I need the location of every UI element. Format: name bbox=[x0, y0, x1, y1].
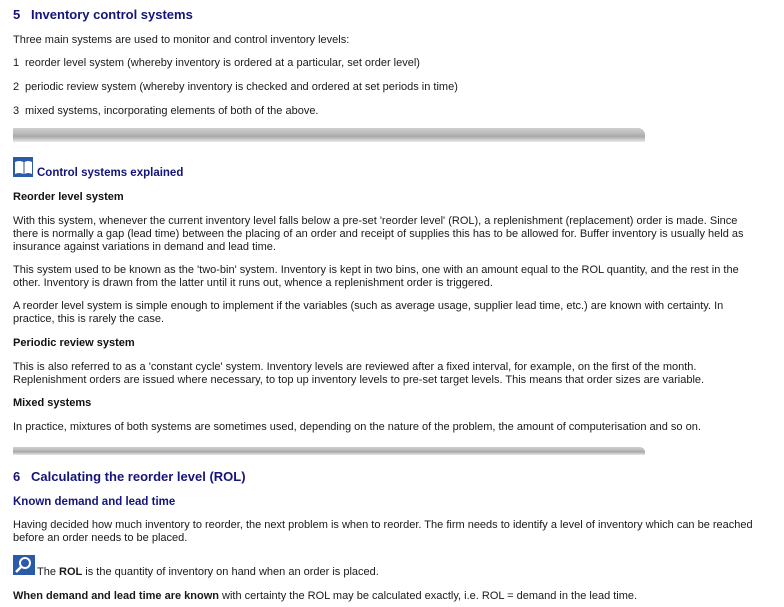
explained-title: Control systems explained bbox=[37, 167, 184, 179]
reorder-paragraph-3: A reorder level system is simple enough to implement if the variables (such as average usage, supplier lead time, etc.) are known with certainty. In practice, this is rarely the case. bbox=[13, 300, 724, 325]
section-6-heading bbox=[13, 469, 246, 485]
rol-term: ROL bbox=[59, 566, 83, 578]
reorder-heading: Reorder level system bbox=[13, 191, 124, 203]
open-book-icon bbox=[13, 157, 33, 181]
rol-formula-sentence: When demand and lead time are known with certainty the ROL may be calculated exactly, i.e. ROL = demand in the lead time. bbox=[13, 590, 638, 602]
reorder-paragraph-2: This system used to be known as the 'two-bin' system. Inventory is kept in two bins, one with an amount equal to the ROL quantity, and the rest in the other. Inventory is drawn from the latter until it runs out, whence a replenishment order is triggered. bbox=[13, 264, 739, 289]
rol-definition: The ROL is the quantity of inventory on hand when an order is placed. bbox=[37, 566, 379, 578]
list-item: 2 periodic review system (whereby inventory is checked and ordered at set periods in time) bbox=[13, 81, 458, 93]
section-title: Inventory control systems bbox=[31, 7, 193, 22]
magnifier-icon bbox=[13, 555, 35, 579]
list-item: 3 mixed systems, incorporating elements of both of the above. bbox=[13, 105, 319, 117]
known-demand-subheading: Known demand and lead time bbox=[13, 496, 176, 508]
section-title: Calculating the reorder level (ROL) bbox=[31, 469, 246, 484]
periodic-heading: Periodic review system bbox=[13, 337, 135, 349]
section-5-heading bbox=[13, 7, 193, 23]
section-number: 6 bbox=[13, 469, 21, 484]
section-6-paragraph: Having decided how much inventory to reorder, the next problem is when to reorder. The firm needs to identify a level of inventory which can be reached before an order needs to be placed. bbox=[13, 519, 753, 544]
periodic-paragraph: This is also referred to as a 'constant cycle' system. Inventory levels are reviewed after a fixed interval, for example, on the first of the month. Replenishment orders are issued where necessary, to top up inventory levels to pre-set target levels. This means that order sizes are variable. bbox=[13, 361, 705, 386]
reorder-paragraph-1: With this system, whenever the current inventory level falls below a pre-set 'reorder level' (ROL), a replenishment (replacement) order is made. Since there is normally a gap (lead time) between the placing of an order and receipt of supplies this has to be allowed for. Buffer inventory is usually held as insurance against variations in demand and lead time. bbox=[13, 215, 744, 253]
section-divider bbox=[13, 128, 645, 142]
section-5-intro: Three main systems are used to monitor and control inventory levels: bbox=[13, 34, 350, 46]
mixed-paragraph: In practice, mixtures of both systems are sometimes used, depending on the nature of the problem, the amount of computerisation and so on. bbox=[13, 421, 701, 433]
list-item: 1 reorder level system (whereby inventory is ordered at a particular, set order level) bbox=[13, 57, 420, 69]
section-number: 5 bbox=[13, 7, 21, 22]
mixed-heading: Mixed systems bbox=[13, 397, 92, 409]
section-divider bbox=[13, 447, 645, 455]
